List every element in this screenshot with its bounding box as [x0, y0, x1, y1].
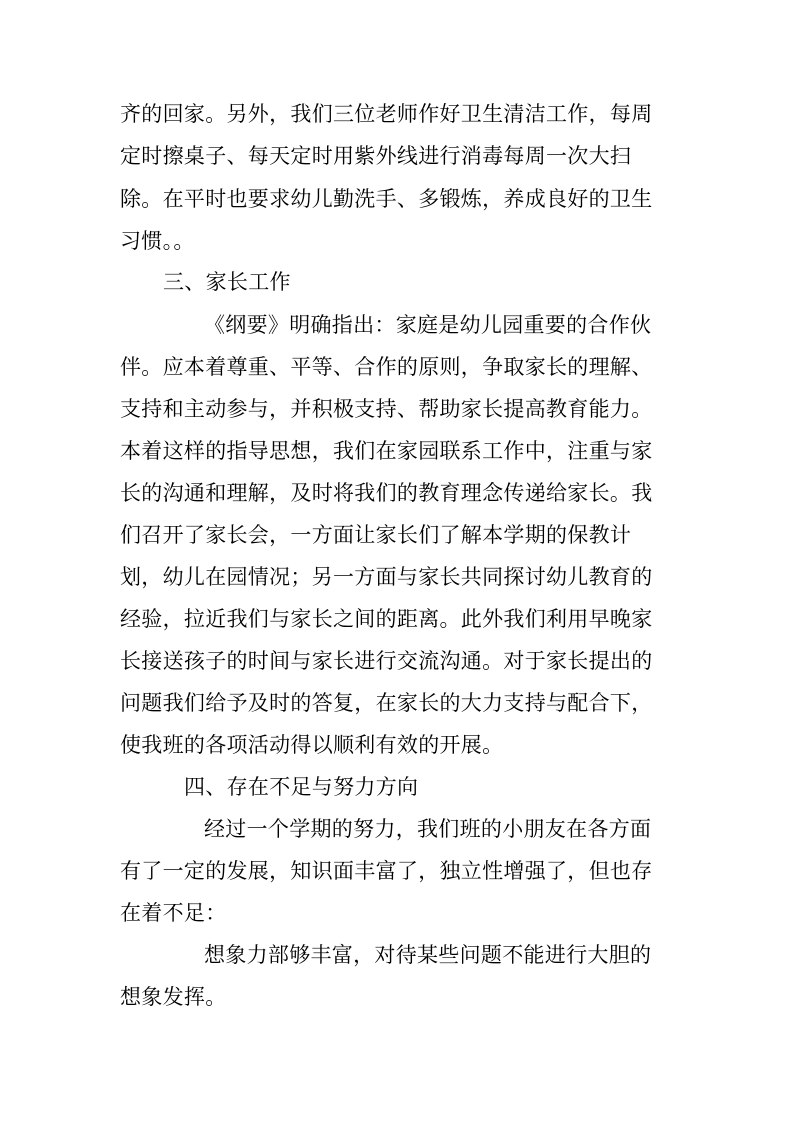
- text-line-21: 想象力部够丰富，对待某些问题不能进行大胆的: [204, 943, 652, 967]
- text-line-1: 齐的回家。另外，我们三位老师作好卫生清洁工作，每周: [120, 102, 653, 126]
- text-line-19: 有了一定的发展，知识面丰富了，独立性增强了，但也存: [120, 859, 653, 883]
- text-line-18: 经过一个学期的努力，我们班的小朋友在各方面: [204, 817, 652, 841]
- text-line-9: 本着这样的指导思想，我们在家园联系工作中，注重与家: [120, 439, 653, 463]
- text-line-8: 支持和主动参与，并积极支持、帮助家长提高教育能力。: [120, 397, 653, 421]
- text-line-14: 长接送孩子的时间与家长进行交流沟通。对于家长提出的: [120, 649, 653, 673]
- section-heading-parents: 三、家长工作: [163, 270, 291, 294]
- text-line-7: 伴。应本着尊重、平等、合作的原则，争取家长的理解、: [120, 355, 653, 379]
- text-line-22: 想象发挥。: [120, 985, 227, 1009]
- text-line-20: 在着不足：: [120, 901, 227, 925]
- text-line-12: 划，幼儿在园情况；另一方面与家长共同探讨幼儿教育的: [120, 565, 653, 589]
- text-line-6: 《纲要》明确指出：家庭是幼儿园重要的合作伙: [204, 313, 652, 337]
- text-line-13: 经验，拉近我们与家长之间的距离。此外我们利用早晚家: [120, 607, 653, 631]
- section-heading-shortcomings: 四、存在不足与努力方向: [184, 775, 419, 799]
- text-line-16: 使我班的各项活动得以顺利有效的开展。: [120, 733, 504, 757]
- text-line-4: 习惯。。: [120, 229, 195, 253]
- text-line-11: 们召开了家长会，一方面让家长们了解本学期的保教计: [120, 523, 632, 547]
- text-line-15: 问题我们给予及时的答复，在家长的大力支持与配合下，: [120, 691, 653, 715]
- text-line-2: 定时擦桌子、每天定时用紫外线进行消毒每周一次大扫: [120, 144, 632, 168]
- text-line-3: 除。在平时也要求幼儿勤洗手、多锻炼，养成良好的卫生: [120, 187, 653, 211]
- text-line-10: 长的沟通和理解，及时将我们的教育理念传递给家长。我: [120, 481, 653, 505]
